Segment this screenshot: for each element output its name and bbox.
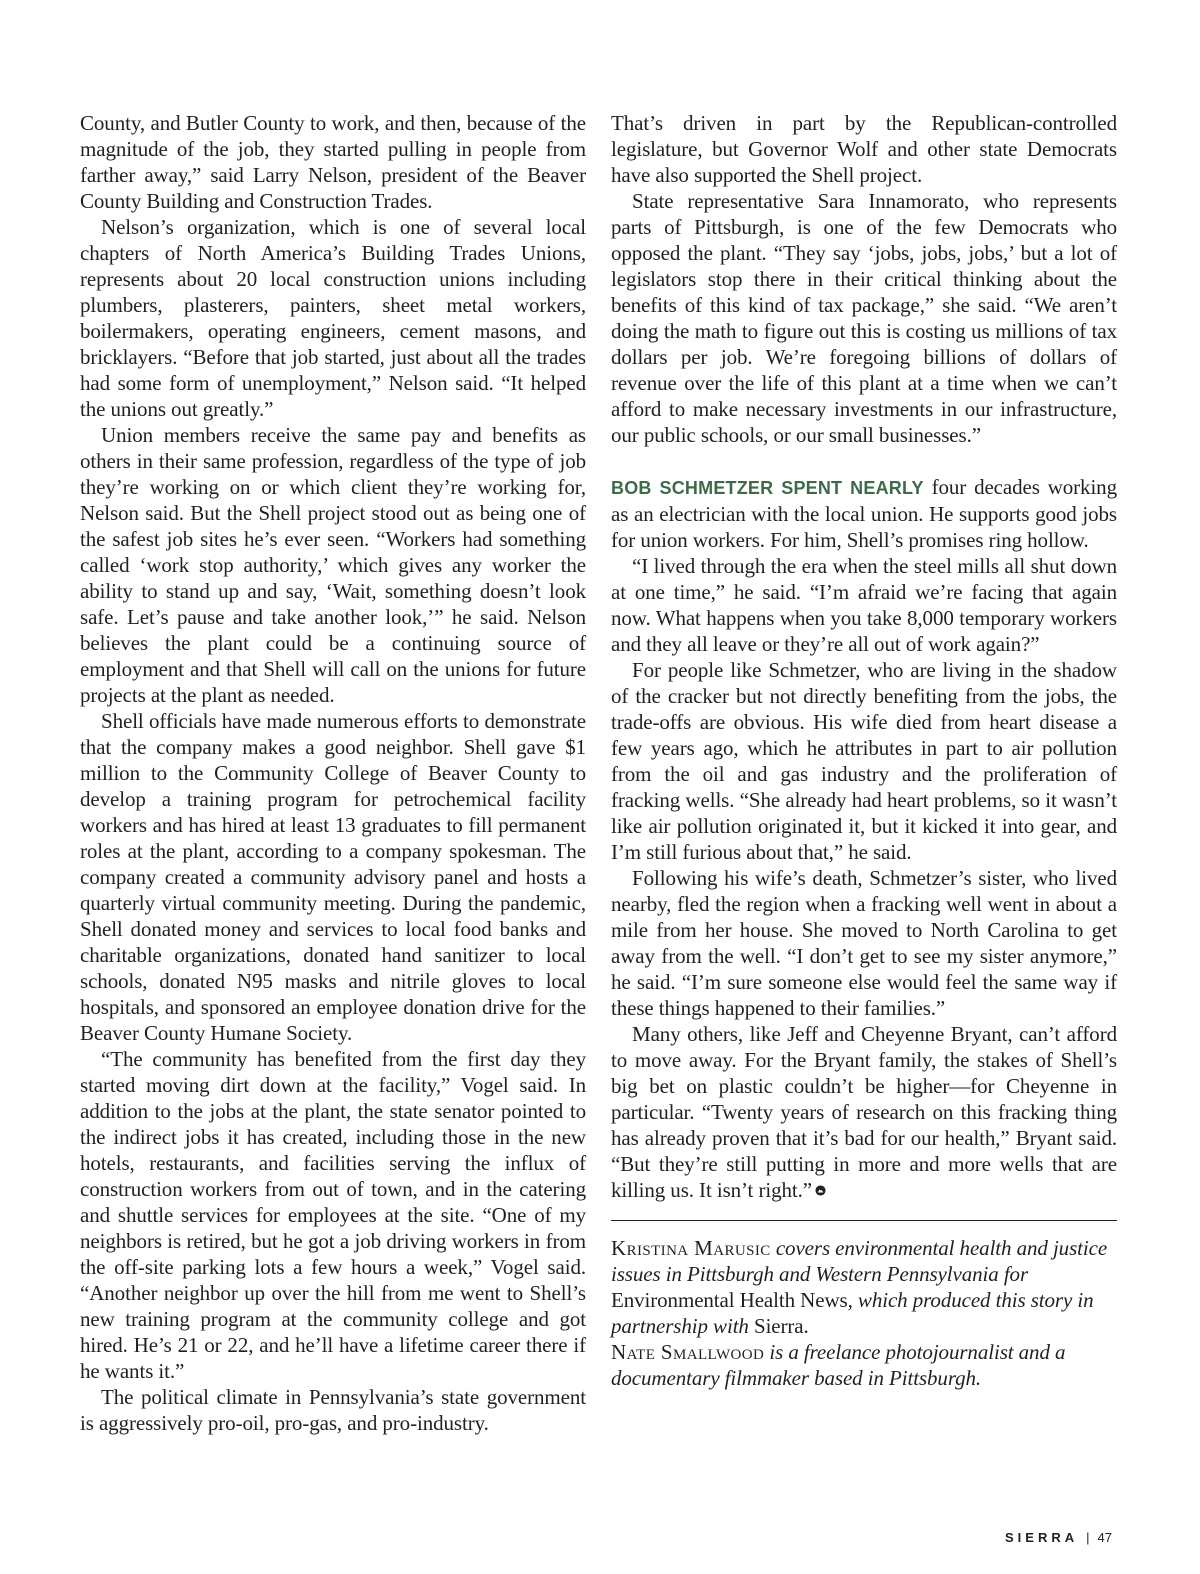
outlet-name: Environmental Health News <box>611 1288 848 1312</box>
section-opening-paragraph <box>611 474 1117 553</box>
closing-text: Many others, like Jeff and Cheyenne Bryant, can’t afford to move away. For the Bryant family, the stakes of Shell’s big bet on plastic couldn’t be higher—for Cheyenne in particular. “Twenty years of research on this fracking thing has already proven that it’s bad for our health,” Bryant said. “But they’re still putting in more and more wells that are killing us. It isn’t right.” <box>611 1022 1117 1202</box>
author-name: Kristina Marusic <box>611 1236 771 1260</box>
page-number: 47 <box>1097 1530 1112 1545</box>
right-column <box>611 110 1117 1391</box>
punctuation: . <box>803 1314 809 1338</box>
section-opening-text: four decades working as an electrician with the local union. He supports good jobs for union workers. For him, Shell’s promises ring hollow. <box>611 475 1117 552</box>
author-bio: , which produced this story in partnership with <box>611 1288 1094 1338</box>
photographer-credit <box>611 1339 1117 1391</box>
body-paragraph: Shell officials have made numerous efforts to demonstrate that the company makes a good neighbor. Shell gave $1 million to the Community College of Beaver County to develop a training program for petrochemical facility workers and has hired at least 13 graduates to fill permanent roles at the plant, according to a company spokesman. The company created a community advisory panel and hosts a quarterly virtual community meeting. During the pandemic, Shell donated money and services to local food banks and charitable organizations, donated hand sanitizer to local schools, donated N95 masks and nitrile gloves to local hospitals, and sponsored an employee donation drive for the Beaver County Humane Society. <box>80 709 586 1045</box>
folio-separator: | <box>1086 1530 1090 1545</box>
photographer-bio: is a freelance photojournalist and a documentary filmmaker based in Pittsburgh. <box>611 1340 1066 1390</box>
body-paragraph: That’s driven in part by the Republican-controlled legislature, but Governor Wolf and other state Democrats have also supported the Shell project. <box>611 111 1117 187</box>
left-column <box>80 110 586 1436</box>
page-folio <box>1005 1530 1112 1545</box>
body-paragraph: For people like Schmetzer, who are living in the shadow of the cracker but not directly benefiting from the jobs, the trade-offs are obvious. His wife died from heart disease a few years ago, which he attributes in part to air pollution from the oil and gas industry and the proliferation of fracking wells. “She already had heart problems, so it wasn’t like air pollution originated it, but it kicked it into gear, and I’m still furious about that,” he said. <box>611 658 1117 864</box>
body-paragraph: “The community has benefited from the first day they started moving dirt down at the facility,” Vogel said. In addition to the jobs at the plant, the state senator pointed to the indirect jobs it has created, including those in the new hotels, restaurants, and facilities serving the influx of construction workers from out of town, and in the catering and shuttle services for employees at the site. “One of my neighbors is retired, but he got a job driving workers in from the off-site parking lots a few hours a week,” Vogel said. “Another neighbor up over the hill from me went to Shell’s new training program at the community college and got hired. He’s 21 or 22, and he’ll have a lifetime career there if he wants it.” <box>80 1047 586 1383</box>
body-paragraph: The political climate in Pennsylvania’s state government is aggressively pro-oil, pro-gas, and pro-industry. <box>80 1385 586 1435</box>
section-lead-in: BOB SCHMETZER SPENT NEARLY <box>611 478 924 498</box>
body-paragraph: Nelson’s organization, which is one of several local chapters of North America’s Building Trades Unions, represents about 20 local construction unions including plumbers, plasterers, painters, sheet metal workers, boilermakers, operating engineers, cement masons, and bricklayers. “Before that job started, just about all the trades had some form of unemployment,” Nelson said. “It helped the unions out greatly.” <box>80 215 586 421</box>
author-credit <box>611 1235 1117 1339</box>
contributor-credits <box>611 1235 1117 1391</box>
sierra-club-end-mark-icon <box>815 1185 826 1196</box>
body-paragraph: Following his wife’s death, Schmetzer’s sister, who lived nearby, fled the region when a fracking well went in about a mile from her house. She moved to North Carolina to get away from the well. “I don’t get to see my sister anymore,” he said. “I’m sure someone else would feel the same way if these things happened to their families.” <box>611 866 1117 1020</box>
author-bio: covers environmental health and justice issues in Pittsburgh and Western Pennsylvania for <box>611 1236 1108 1286</box>
body-paragraph: County, and Butler County to work, and then, because of the magnitude of the job, they started pulling in people from farther away,” said Larry Nelson, president of the Beaver County Building and Construction Trades. <box>80 111 586 213</box>
magazine-name: Sierra <box>753 1314 804 1338</box>
body-paragraph: State representative Sara Innamorato, who represents parts of Pittsburgh, is one of the few Democrats who opposed the plant. “They say ‘jobs, jobs, jobs,’ but a lot of legislators stop there in their critical thinking about the benefits of this kind of tax package,” she said. “We aren’t doing the math to figure out this is costing us millions of tax dollars per job. We’re foregoing billions of dollars of revenue over the life of this plant at a time when we can’t afford to make necessary investments in our infrastructure, our public schools, or our small businesses.” <box>611 189 1117 447</box>
photographer-name: Nate Smallwood <box>611 1340 765 1364</box>
body-paragraph: “I lived through the era when the steel mills all shut down at one time,” he said. “I’m afraid we’re facing that again now. What happens when you take 8,000 temporary workers and they all leave or they’re all out of work again?” <box>611 554 1117 656</box>
body-paragraph: Union members receive the same pay and benefits as others in their same profession, regardless of the type of job they’re working on or which client they’re working for, Nelson said. But the Shell project stood out as being one of the safest job sites he’s ever seen. “Workers had something called ‘work stop authority,’ which gives any worker the ability to stand up and say, ‘Wait, something doesn’t look safe. Let’s pause and take another look,’” he said. Nelson believes the plant could be a continuing source of employment and that Shell will call on the unions for future projects at the plant as needed. <box>80 423 586 707</box>
credits-divider <box>611 1220 1117 1221</box>
closing-paragraph <box>611 1021 1117 1203</box>
magazine-title: SIERRA <box>1005 1530 1079 1545</box>
